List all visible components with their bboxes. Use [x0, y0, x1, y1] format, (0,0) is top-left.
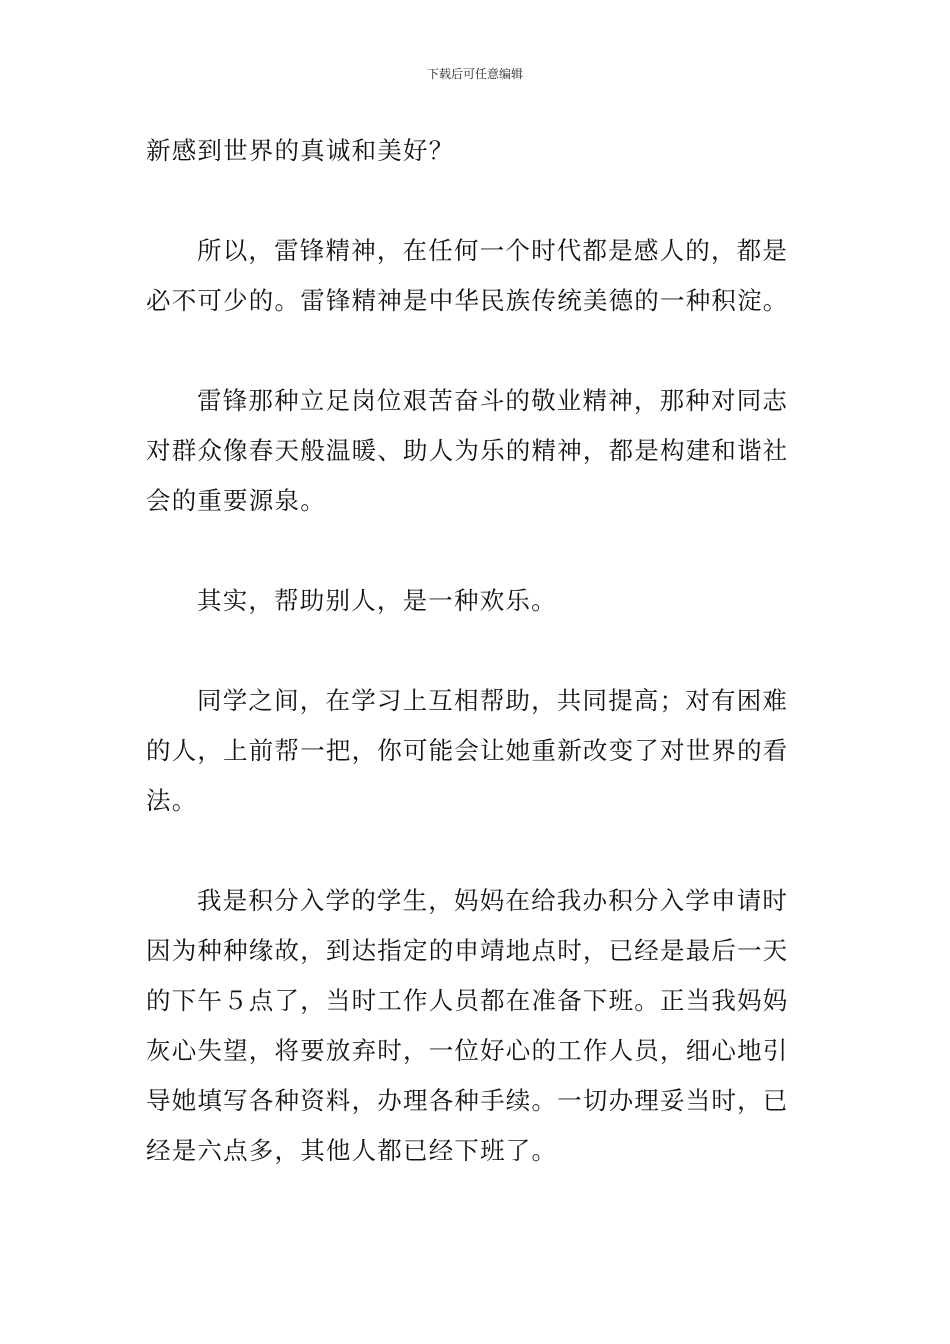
page-header-note: 下载后可任意编辑 [426, 67, 523, 81]
paragraph: 所以，雷锋精神，在任何一个时代都是感人的，都是必不可少的。雷锋精神是中华民族传统美德的一种积淀。 [146, 236, 789, 315]
paragraph-continuation: 新感到世界的真诚和美好？ [146, 136, 455, 165]
paragraph: 同学之间，在学习上互相帮助，共同提高；对有困难的人，上前帮一把，你可能会让她重新改变了对世界的看法。 [146, 686, 789, 815]
article-body [146, 126, 806, 1176]
paragraph: 其实，帮助别人，是一种欢乐。 [197, 586, 557, 615]
paragraph: 我是积分入学的学生，妈妈在给我办积分入学申请时因为种种缘故，到达指定的申靖地点时，已经是最后一天的下午５点了，当时工作人员都在准备下班。正当我妈妈灰心失望，将要放弃时，一位好心的工作人员，细心地引导她填写各种资料，办理各种手续。一切办理妥当时，已经是六点多，其他人都已经下班了。 [146, 886, 789, 1165]
paragraph: 雷锋那种立足岗位艰苦奋斗的敬业精神，那种对同志对群众像春天般温暖、助人为乐的精神，都是构建和谐社会的重要源泉。 [146, 386, 789, 515]
